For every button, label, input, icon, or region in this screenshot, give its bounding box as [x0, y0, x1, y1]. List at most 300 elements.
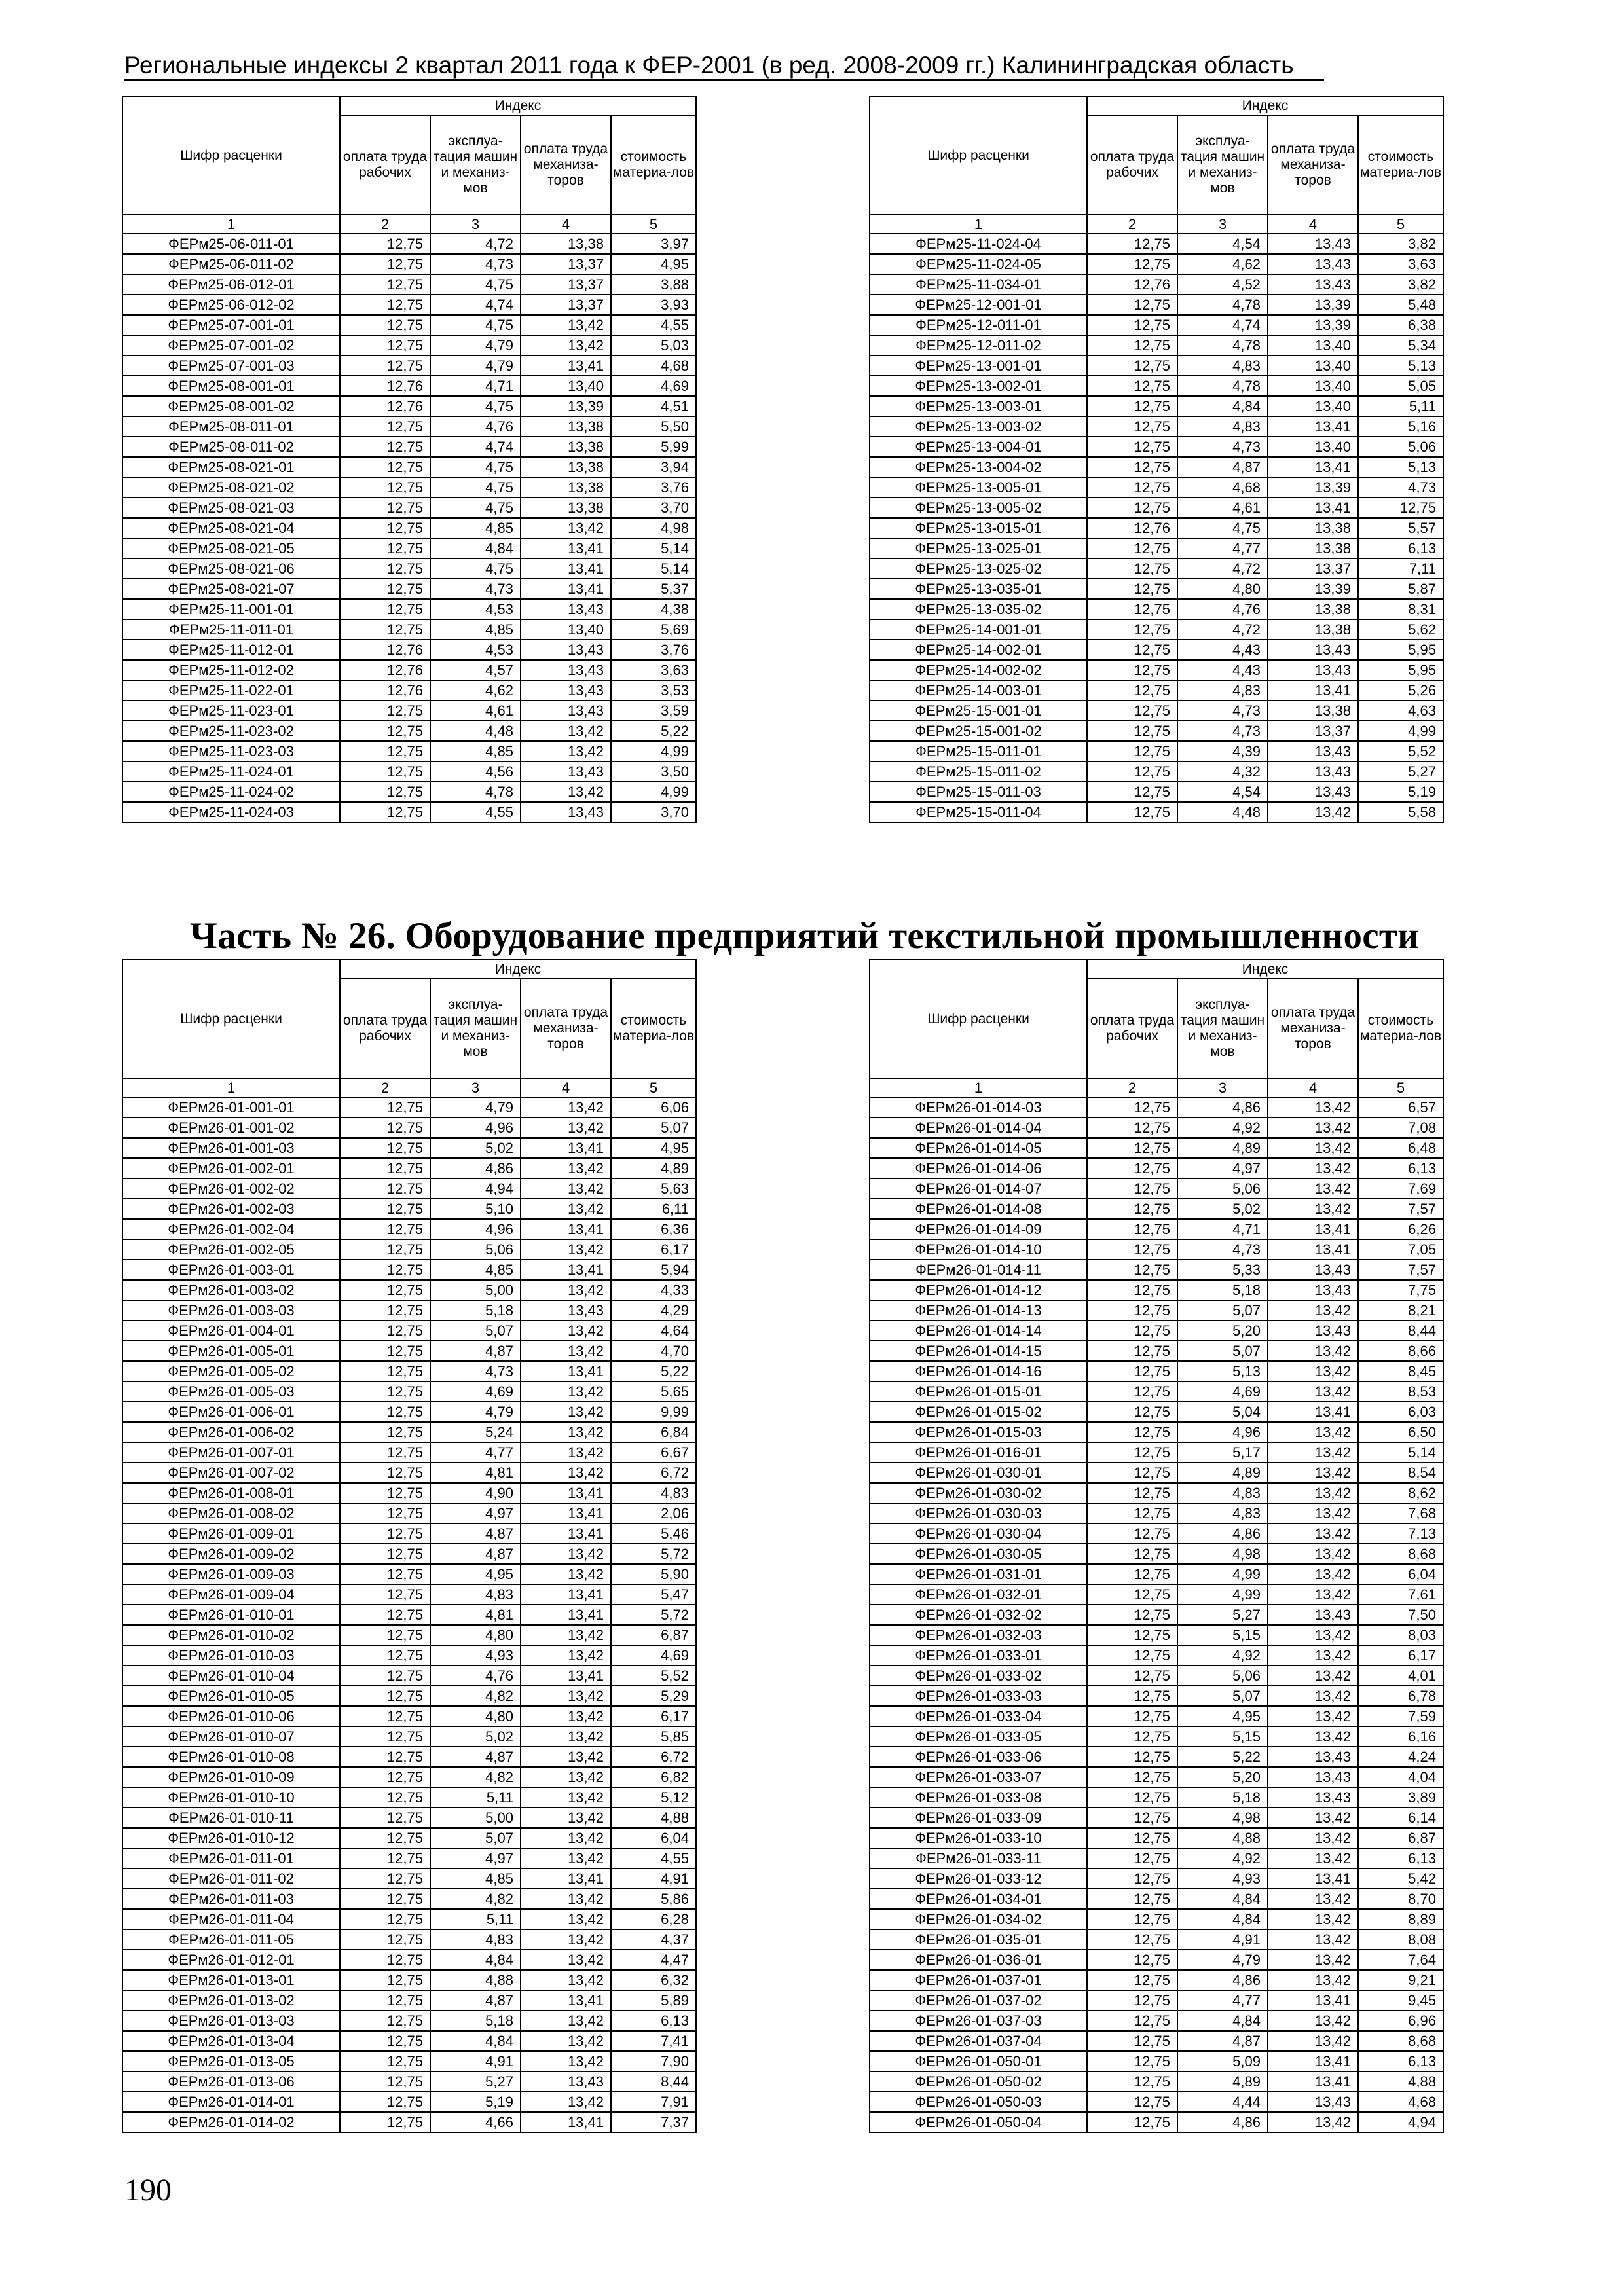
rate-code-cell: ФЕРм26-01-006-02 — [122, 1422, 340, 1442]
table-row — [122, 416, 696, 437]
index-value-cell: 5,65 — [611, 1381, 696, 1402]
index-value-cell: 4,77 — [1177, 1990, 1268, 2011]
rate-code-cell: ФЕРм25-08-011-02 — [122, 437, 340, 457]
index-value-cell: 12,75 — [340, 741, 430, 761]
rate-code-cell: ФЕРм26-01-010-03 — [122, 1645, 340, 1666]
rate-code-cell: ФЕРм26-01-030-05 — [870, 1544, 1087, 1564]
rate-code-cell: ФЕРм25-08-021-03 — [122, 498, 340, 518]
table-row — [122, 1990, 696, 2011]
index-value-cell: 13,42 — [1268, 2031, 1358, 2051]
column-number: 4 — [521, 1078, 611, 1097]
index-value-cell: 4,87 — [430, 1747, 521, 1767]
index-value-cell: 13,42 — [1268, 1564, 1358, 1584]
index-value-cell: 12,75 — [1087, 1808, 1177, 1828]
rate-code-cell: ФЕРм26-01-010-09 — [122, 1767, 340, 1787]
index-value-cell: 5,27 — [1358, 761, 1443, 782]
index-value-cell: 13,42 — [521, 1564, 611, 1584]
index-value-cell: 12,76 — [340, 660, 430, 680]
index-value-cell: 12,75 — [1358, 498, 1443, 518]
rate-code-cell: ФЕРм26-01-005-01 — [122, 1341, 340, 1361]
index-value-cell: 12,75 — [1087, 416, 1177, 437]
table-row — [870, 2112, 1443, 2132]
index-value-cell: 6,72 — [611, 1747, 696, 1767]
table-row — [870, 1402, 1443, 1422]
table-row — [870, 295, 1443, 315]
index-value-cell: 12,75 — [1087, 457, 1177, 477]
index-value-cell: 5,00 — [430, 1808, 521, 1828]
rate-code-cell: ФЕРм25-08-011-01 — [122, 416, 340, 437]
column-header-code: Шифр расценки — [870, 96, 1087, 215]
index-value-cell: 3,76 — [611, 640, 696, 660]
table-row — [122, 1523, 696, 1544]
index-value-cell: 13,43 — [1268, 234, 1358, 254]
rate-code-cell: ФЕРм26-01-010-02 — [122, 1625, 340, 1645]
rate-code-cell: ФЕРм25-06-011-02 — [122, 254, 340, 274]
index-value-cell: 12,75 — [340, 1929, 430, 1950]
table-row — [870, 701, 1443, 721]
table-row — [122, 1726, 696, 1747]
index-value-cell: 12,75 — [1087, 761, 1177, 782]
table-row — [870, 2011, 1443, 2031]
index-value-cell: 13,43 — [521, 1300, 611, 1321]
table-row — [122, 538, 696, 558]
index-value-cell: 4,80 — [1177, 579, 1268, 599]
rate-code-cell: ФЕРм25-12-011-02 — [870, 335, 1087, 355]
table-row — [870, 1584, 1443, 1605]
rate-code-cell: ФЕРм26-01-014-06 — [870, 1158, 1087, 1178]
index-value-cell: 5,20 — [1177, 1321, 1268, 1341]
index-value-cell: 5,50 — [611, 416, 696, 437]
index-value-cell: 12,76 — [1087, 274, 1177, 295]
index-value-cell: 13,42 — [1268, 1442, 1358, 1463]
index-value-cell: 4,77 — [430, 1442, 521, 1463]
index-value-cell: 7,69 — [1358, 1178, 1443, 1199]
index-value-cell: 4,69 — [611, 1645, 696, 1666]
index-value-cell: 6,11 — [611, 1199, 696, 1219]
rate-code-cell: ФЕРм26-01-009-02 — [122, 1544, 340, 1564]
index-value-cell: 12,75 — [340, 1848, 430, 1868]
index-value-cell: 12,75 — [1087, 680, 1177, 701]
table-row — [122, 1300, 696, 1321]
index-value-cell: 4,95 — [1177, 1706, 1268, 1726]
table-row — [870, 355, 1443, 376]
index-value-cell: 12,75 — [340, 1280, 430, 1300]
index-value-cell: 4,88 — [430, 1970, 521, 1990]
index-value-cell: 4,95 — [611, 1138, 696, 1158]
table-row — [122, 1544, 696, 1564]
column-number: 4 — [1268, 1078, 1358, 1097]
index-value-cell: 13,39 — [1268, 315, 1358, 335]
index-value-cell: 12,75 — [340, 1300, 430, 1321]
index-value-cell: 12,75 — [1087, 782, 1177, 802]
column-group-header: Индекс — [1087, 96, 1443, 115]
rate-code-cell: ФЕРм26-01-010-05 — [122, 1686, 340, 1706]
index-value-cell: 12,75 — [340, 619, 430, 640]
index-value-cell: 4,38 — [611, 599, 696, 619]
index-value-cell: 13,42 — [1268, 1686, 1358, 1706]
index-value-cell: 12,75 — [340, 1138, 430, 1158]
index-value-cell: 5,52 — [611, 1666, 696, 1686]
rate-code-cell: ФЕРм26-01-032-02 — [870, 1605, 1087, 1625]
column-number: 2 — [340, 1078, 430, 1097]
index-value-cell: 13,42 — [1268, 1523, 1358, 1544]
column-header-labor: оплата труда рабочих — [340, 979, 430, 1078]
index-value-cell: 13,41 — [521, 1361, 611, 1381]
index-value-cell: 13,42 — [521, 2051, 611, 2071]
index-value-cell: 13,42 — [1268, 1666, 1358, 1686]
index-value-cell: 6,32 — [611, 1970, 696, 1990]
rate-code-cell: ФЕРм26-01-010-01 — [122, 1605, 340, 1625]
table-row — [122, 376, 696, 396]
index-value-cell: 13,42 — [521, 1158, 611, 1178]
index-value-cell: 5,42 — [1358, 1868, 1443, 1889]
rate-code-cell: ФЕРм26-01-014-14 — [870, 1321, 1087, 1341]
table-row — [122, 2112, 696, 2132]
rate-code-cell: ФЕРм26-01-034-02 — [870, 1909, 1087, 1929]
index-value-cell: 4,85 — [430, 1260, 521, 1280]
index-value-cell: 13,42 — [521, 1625, 611, 1645]
index-value-cell: 13,42 — [521, 1686, 611, 1706]
index-value-cell: 12,75 — [340, 274, 430, 295]
index-value-cell: 12,75 — [340, 1909, 430, 1929]
rate-code-cell: ФЕРм25-14-002-02 — [870, 660, 1087, 680]
index-value-cell: 13,42 — [1268, 1950, 1358, 1970]
table-row — [870, 477, 1443, 498]
table-row — [870, 1178, 1443, 1199]
index-value-cell: 8,66 — [1358, 1341, 1443, 1361]
rate-code-cell: ФЕРм26-01-008-01 — [122, 1483, 340, 1503]
table-row — [870, 1848, 1443, 1868]
table-row — [122, 1686, 696, 1706]
index-value-cell: 13,41 — [521, 538, 611, 558]
index-value-cell: 7,75 — [1358, 1280, 1443, 1300]
index-value-cell: 9,45 — [1358, 1990, 1443, 2011]
index-value-cell: 12,75 — [340, 1341, 430, 1361]
index-value-cell: 12,75 — [1087, 437, 1177, 457]
index-value-cell: 4,69 — [611, 376, 696, 396]
rate-code-cell: ФЕРм26-01-013-02 — [122, 1990, 340, 2011]
index-value-cell: 4,53 — [430, 599, 521, 619]
index-value-cell: 6,57 — [1358, 1097, 1443, 1118]
table-row — [870, 1239, 1443, 1260]
index-value-cell: 13,42 — [1268, 1158, 1358, 1178]
index-value-cell: 13,41 — [1268, 2051, 1358, 2071]
index-value-cell: 12,75 — [340, 1950, 430, 1970]
column-header-operators: оплата труда механиза-торов — [1268, 979, 1358, 1078]
index-value-cell: 12,75 — [1087, 2112, 1177, 2132]
rate-code-cell: ФЕРм26-01-030-04 — [870, 1523, 1087, 1544]
index-value-cell: 4,69 — [1177, 1381, 1268, 1402]
index-value-cell: 5,48 — [1358, 295, 1443, 315]
index-value-cell: 13,43 — [1268, 660, 1358, 680]
rate-code-cell: ФЕРм26-01-007-02 — [122, 1463, 340, 1483]
index-value-cell: 13,37 — [521, 295, 611, 315]
index-value-cell: 4,29 — [611, 1300, 696, 1321]
rate-code-cell: ФЕРм25-13-002-01 — [870, 376, 1087, 396]
index-value-cell: 4,78 — [1177, 295, 1268, 315]
index-value-cell: 12,75 — [1087, 1706, 1177, 1726]
rate-code-cell: ФЕРм26-01-050-04 — [870, 2112, 1087, 2132]
index-value-cell: 12,75 — [1087, 1625, 1177, 1645]
rate-code-cell: ФЕРм25-07-001-02 — [122, 335, 340, 355]
index-value-cell: 4,76 — [430, 1666, 521, 1686]
index-value-cell: 12,75 — [340, 1808, 430, 1828]
index-value-cell: 13,41 — [1268, 2071, 1358, 2092]
index-value-cell: 4,85 — [430, 1868, 521, 1889]
rate-code-cell: ФЕРм26-01-033-03 — [870, 1686, 1087, 1706]
index-value-cell: 12,75 — [340, 355, 430, 376]
index-value-cell: 4,73 — [1177, 721, 1268, 741]
rate-code-cell: ФЕРм26-01-009-04 — [122, 1584, 340, 1605]
index-value-cell: 6,38 — [1358, 315, 1443, 335]
column-header-operators: оплата труда механиза-торов — [1268, 115, 1358, 215]
index-value-cell: 8,44 — [1358, 1321, 1443, 1341]
index-value-cell: 5,94 — [611, 1260, 696, 1280]
index-value-cell: 4,73 — [1177, 1239, 1268, 1260]
column-number: 1 — [122, 1078, 340, 1097]
table-row — [122, 1158, 696, 1178]
table-row — [870, 1990, 1443, 2011]
index-value-cell: 12,75 — [1087, 254, 1177, 274]
rate-code-cell: ФЕРм25-08-001-01 — [122, 376, 340, 396]
index-value-cell: 7,90 — [611, 2051, 696, 2071]
index-value-cell: 12,75 — [340, 721, 430, 741]
index-value-cell: 13,43 — [521, 680, 611, 701]
index-value-cell: 4,79 — [430, 335, 521, 355]
table-row — [870, 680, 1443, 701]
index-value-cell: 12,75 — [1087, 1503, 1177, 1523]
index-value-cell: 4,81 — [430, 1463, 521, 1483]
rate-code-cell: ФЕРм26-01-013-05 — [122, 2051, 340, 2071]
table-row — [122, 1402, 696, 1422]
index-value-cell: 4,37 — [611, 1929, 696, 1950]
index-value-cell: 5,16 — [1358, 416, 1443, 437]
index-value-cell: 6,28 — [611, 1909, 696, 1929]
rate-code-cell: ФЕРм26-01-033-11 — [870, 1848, 1087, 1868]
index-value-cell: 13,41 — [1268, 1239, 1358, 1260]
table-row — [122, 640, 696, 660]
column-header-materials: стоимость материа-лов — [1358, 979, 1443, 1078]
index-value-cell: 12,75 — [1087, 599, 1177, 619]
index-value-cell: 8,03 — [1358, 1625, 1443, 1645]
index-value-cell: 13,41 — [521, 1219, 611, 1239]
index-value-cell: 4,54 — [1177, 782, 1268, 802]
index-value-cell: 6,67 — [611, 1442, 696, 1463]
rate-code-cell: ФЕРм26-01-033-01 — [870, 1645, 1087, 1666]
index-value-cell: 12,75 — [1087, 1280, 1177, 1300]
index-value-cell: 3,70 — [611, 498, 696, 518]
index-value-cell: 13,43 — [521, 761, 611, 782]
rate-code-cell: ФЕРм26-01-014-07 — [870, 1178, 1087, 1199]
index-value-cell: 13,42 — [1268, 2112, 1358, 2132]
index-value-cell: 5,63 — [611, 1178, 696, 1199]
rate-code-cell: ФЕРм25-11-023-03 — [122, 741, 340, 761]
index-value-cell: 4,39 — [1177, 741, 1268, 761]
rate-code-cell: ФЕРм25-08-001-02 — [122, 396, 340, 416]
index-value-cell: 12,75 — [340, 335, 430, 355]
rate-code-cell: ФЕРм26-01-015-03 — [870, 1422, 1087, 1442]
index-value-cell: 13,38 — [521, 234, 611, 254]
table-row — [122, 1138, 696, 1158]
table-row — [870, 1747, 1443, 1767]
index-value-cell: 4,84 — [430, 2031, 521, 2051]
index-value-cell: 12,75 — [1087, 1686, 1177, 1706]
column-number: 2 — [1087, 215, 1177, 234]
index-value-cell: 13,42 — [1268, 1726, 1358, 1747]
table-row — [122, 2031, 696, 2051]
index-value-cell: 13,43 — [1268, 741, 1358, 761]
index-value-cell: 6,13 — [1358, 2051, 1443, 2071]
index-value-cell: 5,95 — [1358, 660, 1443, 680]
rate-code-cell: ФЕРм25-11-022-01 — [122, 680, 340, 701]
rate-code-cell: ФЕРм26-01-003-03 — [122, 1300, 340, 1321]
index-value-cell: 13,43 — [521, 640, 611, 660]
table-row — [870, 1909, 1443, 1929]
index-value-cell: 13,41 — [521, 1483, 611, 1503]
index-value-cell: 5,14 — [611, 558, 696, 579]
index-value-cell: 4,62 — [1177, 254, 1268, 274]
index-value-cell: 12,75 — [1087, 2092, 1177, 2112]
index-value-cell: 6,13 — [611, 2011, 696, 2031]
index-value-cell: 4,80 — [430, 1706, 521, 1726]
index-value-cell: 4,43 — [1177, 640, 1268, 660]
rate-code-cell: ФЕРм25-06-012-01 — [122, 274, 340, 295]
index-value-cell: 4,86 — [1177, 2112, 1268, 2132]
index-value-cell: 12,75 — [340, 1625, 430, 1645]
index-value-cell: 12,75 — [340, 1483, 430, 1503]
index-value-cell: 13,38 — [521, 477, 611, 498]
index-value-cell: 6,82 — [611, 1767, 696, 1787]
rate-code-cell: ФЕРм25-13-001-01 — [870, 355, 1087, 376]
table-row — [870, 558, 1443, 579]
index-value-cell: 13,42 — [521, 1321, 611, 1341]
index-value-cell: 13,42 — [521, 1726, 611, 1747]
table-row — [122, 457, 696, 477]
index-value-cell: 12,75 — [340, 701, 430, 721]
rate-code-cell: ФЕРм26-01-005-02 — [122, 1361, 340, 1381]
table-row — [870, 416, 1443, 437]
index-value-cell: 13,40 — [1268, 335, 1358, 355]
column-number: 5 — [611, 215, 696, 234]
index-value-cell: 8,31 — [1358, 599, 1443, 619]
index-value-cell: 13,43 — [1268, 1321, 1358, 1341]
index-value-cell: 7,59 — [1358, 1706, 1443, 1726]
index-value-cell: 4,96 — [430, 1118, 521, 1138]
index-value-cell: 12,75 — [340, 1219, 430, 1239]
table-row — [122, 660, 696, 680]
rate-code-cell: ФЕРм26-01-033-12 — [870, 1868, 1087, 1889]
index-value-cell: 4,91 — [1177, 1929, 1268, 1950]
index-value-cell: 12,75 — [1087, 1726, 1177, 1747]
column-header-code: Шифр расценки — [870, 960, 1087, 1078]
index-value-cell: 12,75 — [340, 1645, 430, 1666]
index-value-cell: 13,42 — [521, 1828, 611, 1848]
table-row — [122, 477, 696, 498]
table-row — [870, 1381, 1443, 1402]
index-value-cell: 13,43 — [1268, 782, 1358, 802]
index-value-cell: 13,42 — [1268, 1970, 1358, 1990]
index-value-cell: 5,06 — [1177, 1178, 1268, 1199]
index-value-cell: 12,75 — [1087, 1463, 1177, 1483]
index-value-cell: 12,75 — [340, 1422, 430, 1442]
rate-code-cell: ФЕРм26-01-013-01 — [122, 1970, 340, 1990]
column-header-materials: стоимость материа-лов — [611, 115, 696, 215]
index-value-cell: 5,11 — [430, 1909, 521, 1929]
table-row — [122, 1929, 696, 1950]
table-row — [122, 1239, 696, 1260]
index-value-cell: 4,51 — [611, 396, 696, 416]
column-group-header: Индекс — [340, 96, 696, 115]
index-value-cell: 8,45 — [1358, 1361, 1443, 1381]
index-value-cell: 6,13 — [1358, 1158, 1443, 1178]
index-value-cell: 13,42 — [521, 335, 611, 355]
rate-code-cell: ФЕРм26-01-010-07 — [122, 1726, 340, 1747]
index-value-cell: 4,48 — [1177, 802, 1268, 822]
index-value-cell: 13,42 — [1268, 1625, 1358, 1645]
index-value-cell: 3,63 — [611, 660, 696, 680]
index-value-cell: 13,38 — [1268, 701, 1358, 721]
table-row — [870, 1097, 1443, 1118]
index-value-cell: 12,75 — [1087, 1889, 1177, 1909]
rate-code-cell: ФЕРм26-01-010-12 — [122, 1828, 340, 1848]
index-value-cell: 4,92 — [1177, 1118, 1268, 1138]
index-value-cell: 12,75 — [340, 1787, 430, 1808]
rate-code-cell: ФЕРм25-11-024-05 — [870, 254, 1087, 274]
index-value-cell: 12,75 — [340, 538, 430, 558]
index-value-cell: 13,42 — [521, 1767, 611, 1787]
index-value-cell: 3,94 — [611, 457, 696, 477]
rate-code-cell: ФЕРм25-13-003-02 — [870, 416, 1087, 437]
index-value-cell: 4,75 — [430, 498, 521, 518]
index-value-cell: 4,81 — [430, 1605, 521, 1625]
index-value-cell: 13,43 — [1268, 254, 1358, 274]
table-row — [122, 1848, 696, 1868]
index-value-cell: 12,75 — [1087, 2031, 1177, 2051]
index-value-cell: 4,83 — [430, 1929, 521, 1950]
index-value-cell: 5,89 — [611, 1990, 696, 2011]
index-value-cell: 4,83 — [1177, 680, 1268, 701]
column-number: 2 — [1087, 1078, 1177, 1097]
index-value-cell: 12,75 — [1087, 1138, 1177, 1158]
index-value-cell: 5,07 — [1177, 1686, 1268, 1706]
table-row — [870, 1341, 1443, 1361]
index-value-cell: 4,72 — [430, 234, 521, 254]
index-value-cell: 12,75 — [1087, 701, 1177, 721]
index-value-cell: 5,07 — [430, 1828, 521, 1848]
column-number: 4 — [1268, 215, 1358, 234]
table-row — [122, 1381, 696, 1402]
index-value-cell: 4,83 — [1177, 1503, 1268, 1523]
column-header-machines: эксплуа-тация машин и механиз-мов — [430, 979, 521, 1078]
index-value-cell: 12,75 — [340, 1584, 430, 1605]
table-row — [122, 1808, 696, 1828]
table-row — [122, 761, 696, 782]
rate-code-cell: ФЕРм25-11-012-01 — [122, 640, 340, 660]
index-value-cell: 4,94 — [430, 1178, 521, 1199]
table-row — [122, 1584, 696, 1605]
column-number: 1 — [122, 215, 340, 234]
table-row — [122, 1463, 696, 1483]
index-value-cell: 12,75 — [340, 1361, 430, 1381]
rate-code-cell: ФЕРм26-01-037-02 — [870, 1990, 1087, 2011]
table-row — [122, 254, 696, 274]
rate-code-cell: ФЕРм26-01-009-01 — [122, 1523, 340, 1544]
index-value-cell: 13,42 — [521, 1341, 611, 1361]
index-value-cell: 4,01 — [1358, 1666, 1443, 1686]
index-value-cell: 7,64 — [1358, 1950, 1443, 1970]
index-value-cell: 7,50 — [1358, 1605, 1443, 1625]
index-value-cell: 4,73 — [430, 1361, 521, 1381]
